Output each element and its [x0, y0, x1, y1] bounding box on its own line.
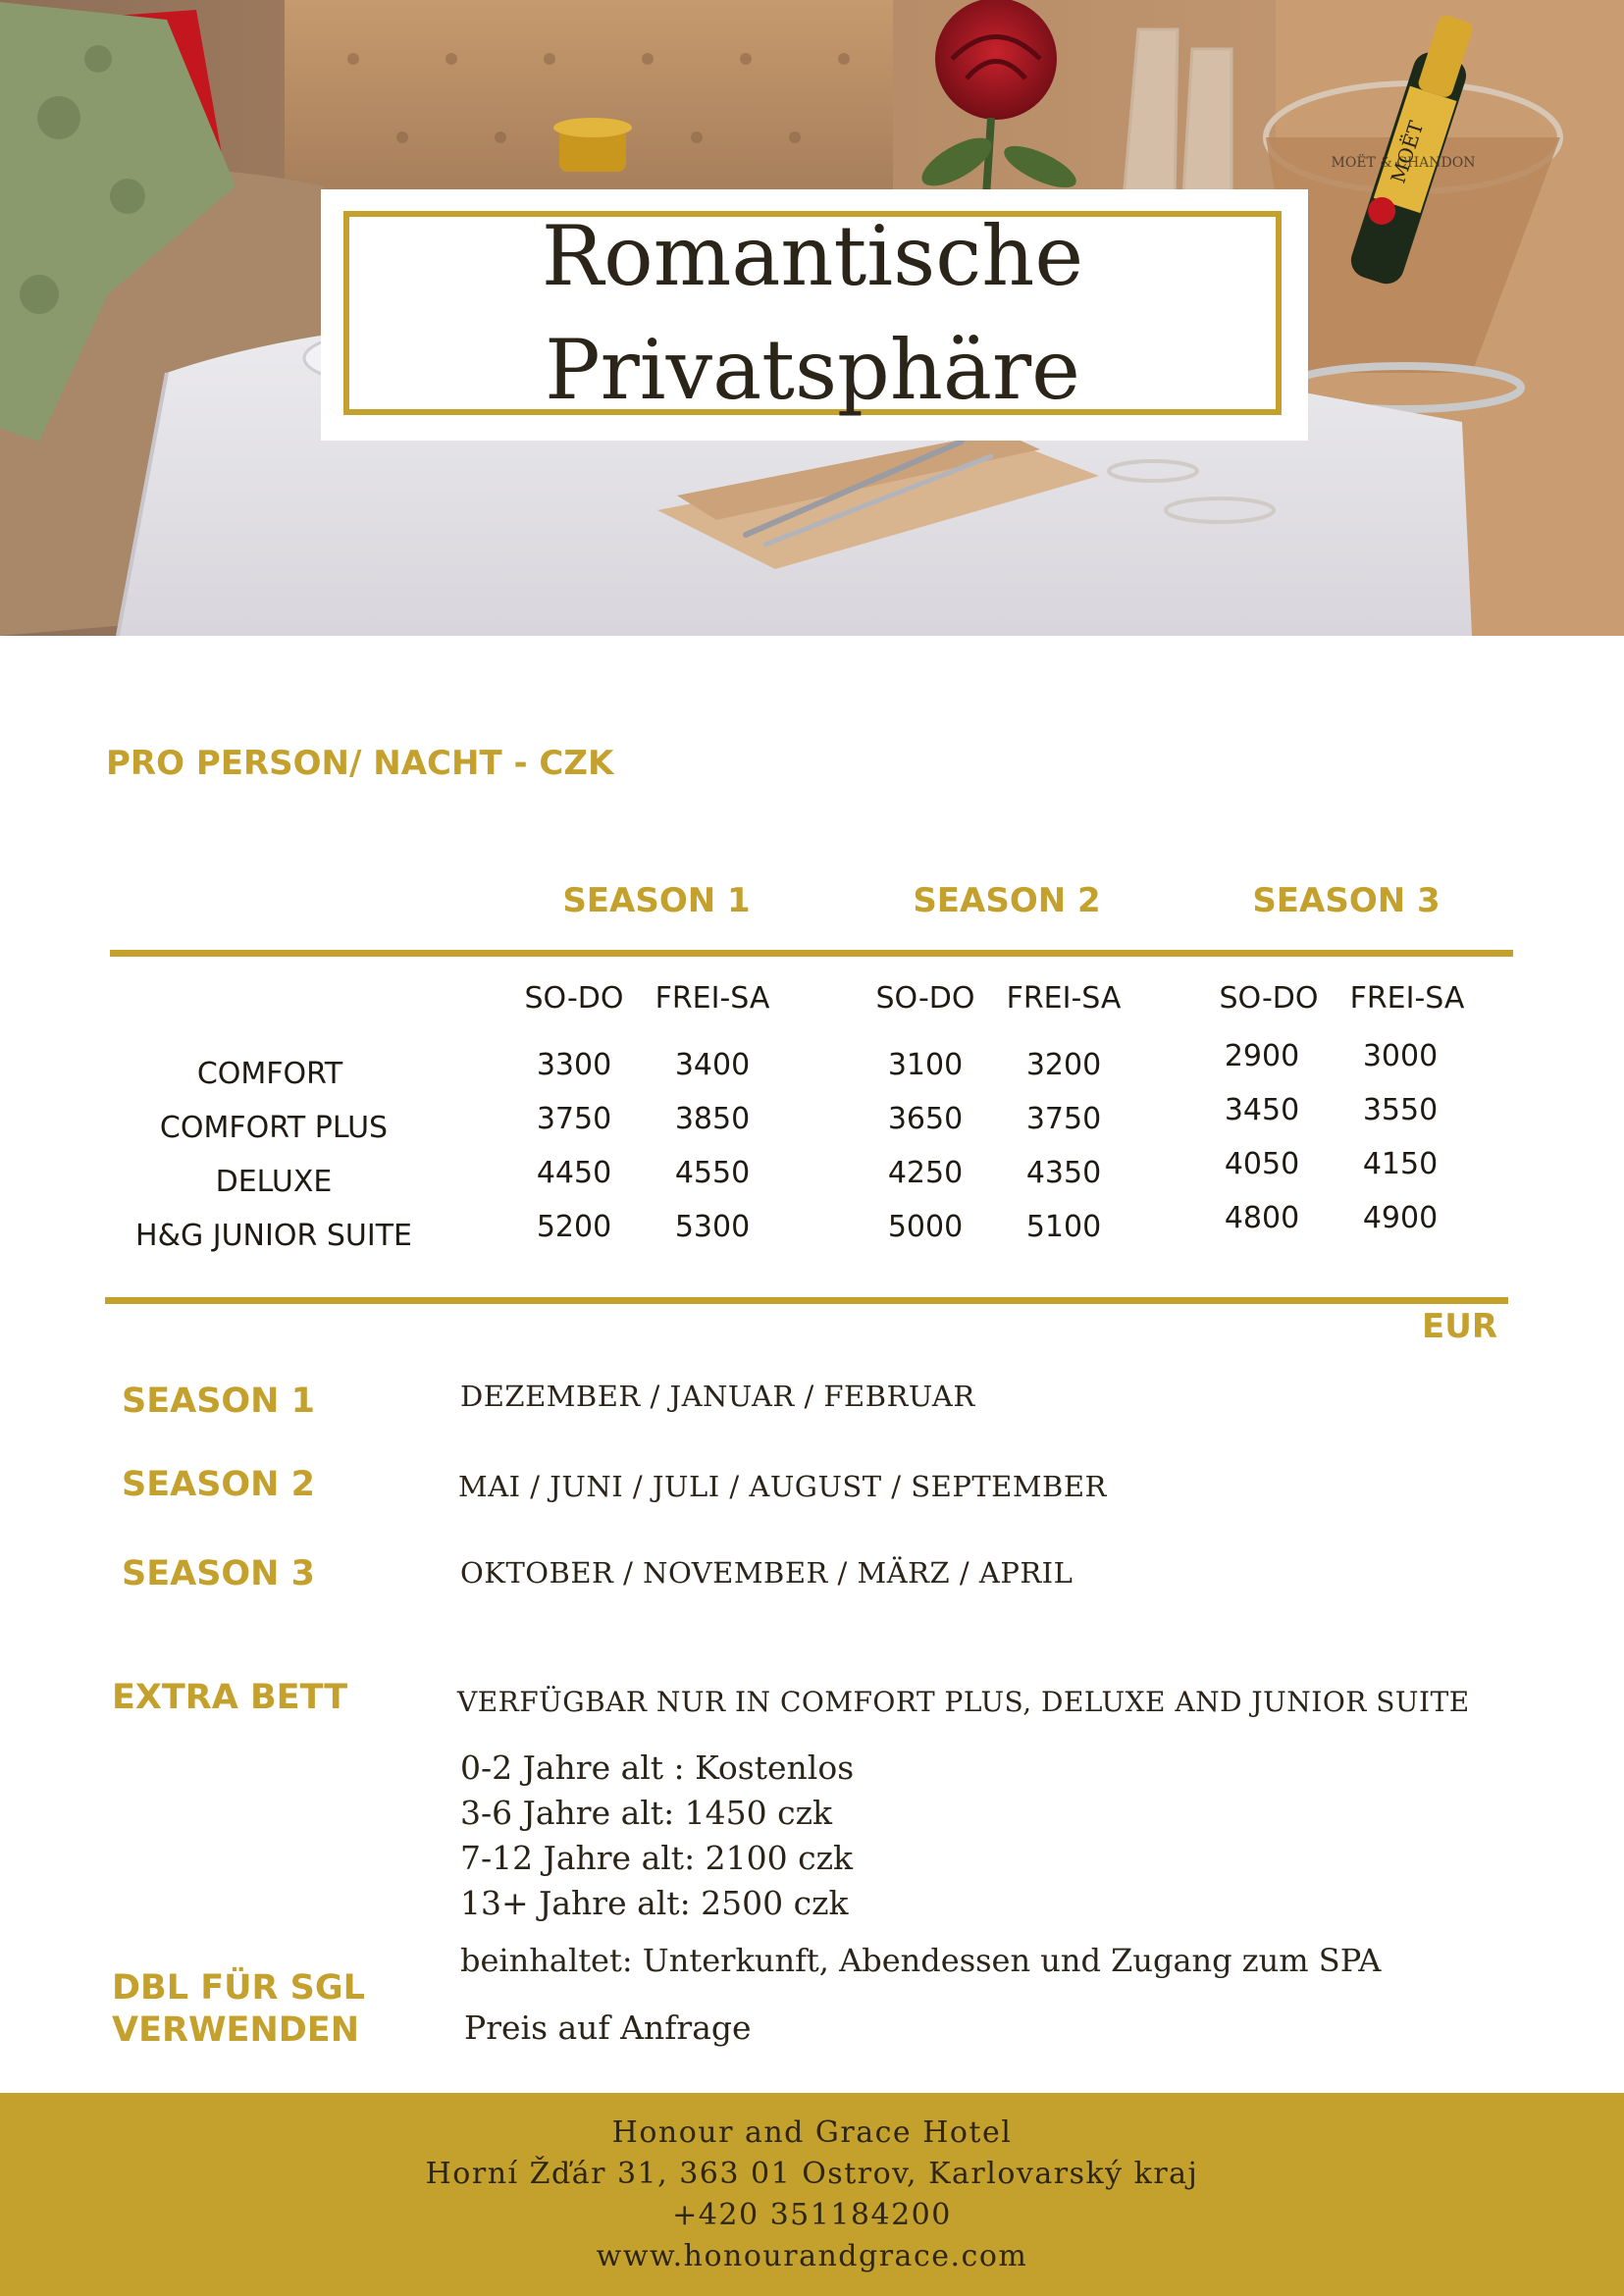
table-bottom-rule [105, 1297, 1508, 1304]
season-1-label: SEASON 1 [122, 1382, 315, 1421]
price-cell: 4350 [1025, 1156, 1102, 1190]
price-cell: 3200 [1025, 1048, 1102, 1082]
extra-bed-price-list [460, 1746, 854, 1926]
price-cell: 3100 [887, 1048, 964, 1082]
single-use-label [112, 1967, 365, 2052]
table-top-rule [110, 950, 1513, 957]
s1-weekday-header: SO-DO [524, 981, 624, 1016]
price-cell: 4150 [1362, 1147, 1439, 1181]
price-cell: 5200 [536, 1210, 612, 1244]
price-cell: 3300 [536, 1048, 612, 1082]
single-use-price: Preis auf Anfrage [464, 2009, 752, 2047]
extra-bed-label: EXTRA BETT [112, 1678, 348, 1717]
footer-hotel-name: Honour and Grace Hotel [611, 2114, 1013, 2150]
single-use-label-line-2: VERWENDEN [112, 2010, 360, 2050]
price-cell: 3750 [536, 1102, 612, 1136]
price-cell: 4450 [536, 1156, 612, 1190]
footer-address: Horní Žďár 31, 363 01 Ostrov, Karlovarský kraj [425, 2156, 1199, 2191]
pricing-heading: PRO PERSON/ NACHT - CZK [106, 744, 614, 783]
list-item: 3-6 Jahre alt: 1450 czk [460, 1794, 833, 1832]
price-cell: 3750 [1025, 1102, 1102, 1136]
price-cell: 4550 [674, 1156, 751, 1190]
price-cell: 5300 [674, 1210, 751, 1244]
price-cell: 5000 [887, 1210, 964, 1244]
includes-text: beinhaltet: Unterkunft, Abendessen und Zugang zum SPA [460, 1942, 1382, 1979]
bottle-brand-text: MOËT [1386, 118, 1429, 186]
season-3-header: SEASON 3 [1252, 881, 1441, 920]
s2-weekday-header: SO-DO [875, 981, 975, 1016]
title-line-1: Romantische [541, 208, 1084, 304]
room-name-deluxe: DELUXE [215, 1165, 333, 1199]
room-name-junior-suite: H&G JUNIOR SUITE [135, 1219, 412, 1253]
season-2-label: SEASON 2 [122, 1465, 315, 1504]
bucket-brand-text: MOËT & CHANDON [1331, 155, 1476, 171]
title-line-2: Privatsphäre [545, 322, 1080, 418]
price-cell: 4800 [1224, 1201, 1300, 1235]
season-3-label: SEASON 3 [122, 1554, 315, 1593]
price-cell: 2900 [1224, 1039, 1300, 1073]
price-cell: 3550 [1362, 1093, 1439, 1127]
s1-weekend-header: FREI-SA [655, 981, 770, 1016]
room-name-comfort: COMFORT [196, 1057, 343, 1091]
price-cell: 4050 [1224, 1147, 1300, 1181]
season-3-months: OKTOBER / NOVEMBER / MÄRZ / APRIL [460, 1556, 1074, 1590]
price-cell: 3000 [1362, 1039, 1439, 1073]
currency-note: EUR [1421, 1307, 1497, 1346]
list-item: 0-2 Jahre alt : Kostenlos [460, 1748, 855, 1787]
price-cell: 4250 [887, 1156, 964, 1190]
season-1-months: DEZEMBER / JANUAR / FEBRUAR [460, 1380, 975, 1413]
price-cell: 3850 [674, 1102, 751, 1136]
season-1-header: SEASON 1 [562, 881, 751, 920]
room-name-comfort-plus: COMFORT PLUS [159, 1111, 389, 1145]
price-cell: 3650 [887, 1102, 964, 1136]
s2-weekend-header: FREI-SA [1006, 981, 1122, 1016]
s3-weekday-header: SO-DO [1219, 981, 1319, 1016]
price-cell: 3450 [1224, 1093, 1300, 1127]
list-item: 7-12 Jahre alt: 2100 czk [460, 1839, 854, 1877]
season-2-header: SEASON 2 [913, 881, 1101, 920]
list-item: 13+ Jahre alt: 2500 czk [460, 1884, 849, 1922]
footer-phone: +420 351184200 [672, 2197, 952, 2232]
price-cell: 3400 [674, 1048, 751, 1082]
s3-weekend-header: FREI-SA [1349, 981, 1465, 1016]
extra-bed-availability: VERFÜGBAR NUR IN COMFORT PLUS, DELUXE AND JUNIOR SUITE [457, 1686, 1470, 1718]
season-2-months: MAI / JUNI / JULI / AUGUST / SEPTEMBER [458, 1470, 1107, 1503]
price-cell: 5100 [1025, 1210, 1102, 1244]
footer-website[interactable]: www.honourandgrace.com [596, 2238, 1028, 2273]
price-cell: 4900 [1362, 1201, 1439, 1235]
single-use-label-line-1: DBL FÜR SGL [112, 1968, 365, 2008]
page-title [343, 208, 1282, 418]
footer [0, 2093, 1624, 2296]
